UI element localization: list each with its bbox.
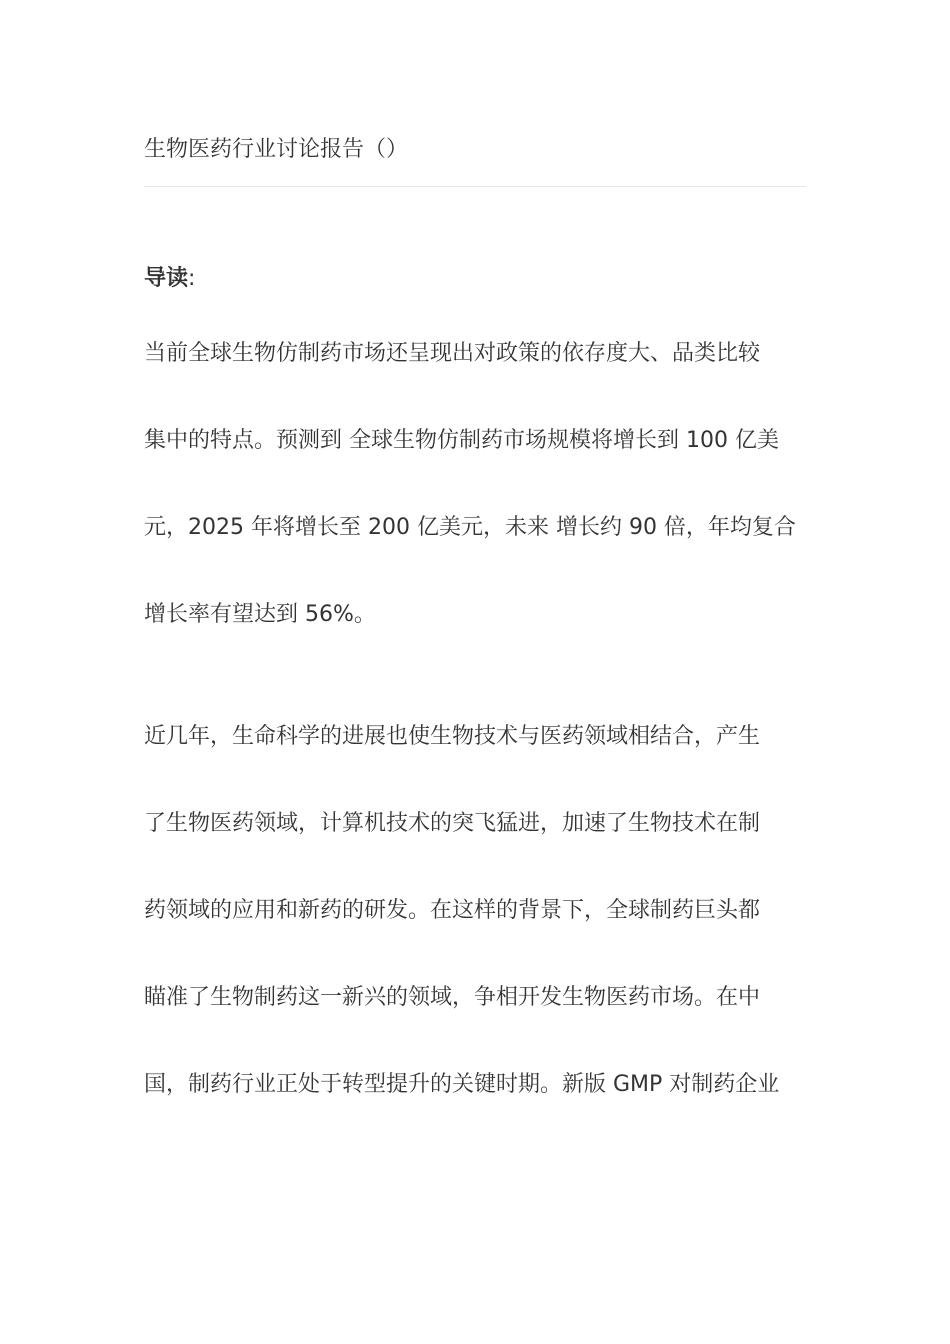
text-line: 药领域的应用和新药的研发。在这样的背景下，全球制药巨头都: [144, 898, 761, 923]
paragraph-intro: [144, 310, 808, 658]
text-line: 国，制药行业正处于转型提升的关键时期。新版 GMP 对制药企业: [144, 1072, 780, 1097]
text-line: 集中的特点。预测到 全球生物仿制药市场规模将增长到 100 亿美: [144, 428, 779, 453]
document-title: 生物医药行业讨论报告（）: [144, 137, 409, 162]
text-line: 当前全球生物仿制药市场还呈现出对政策的依存度大、品类比较: [144, 341, 761, 366]
lead-heading: [144, 263, 195, 295]
text-line: 元，2025 年将增长至 200 亿美元，未来 增长约 90 倍，年均复合: [144, 515, 796, 540]
paragraph-background: [144, 693, 808, 1128]
lead-label: 导读: [144, 266, 189, 291]
text-line: 增长率有望达到 56%。: [144, 602, 376, 627]
lead-colon: :: [188, 266, 196, 291]
text-line: 瞄准了生物制药这一新兴的领域，争相开发生物医药市场。在中: [144, 985, 761, 1010]
text-line: 近几年，生命科学的进展也使生物技术与医药领域相结合，产生: [144, 724, 761, 749]
text-line: 了生物医药领域，计算机技术的突飞猛进，加速了生物技术在制: [144, 811, 761, 836]
title-divider: [144, 186, 806, 187]
